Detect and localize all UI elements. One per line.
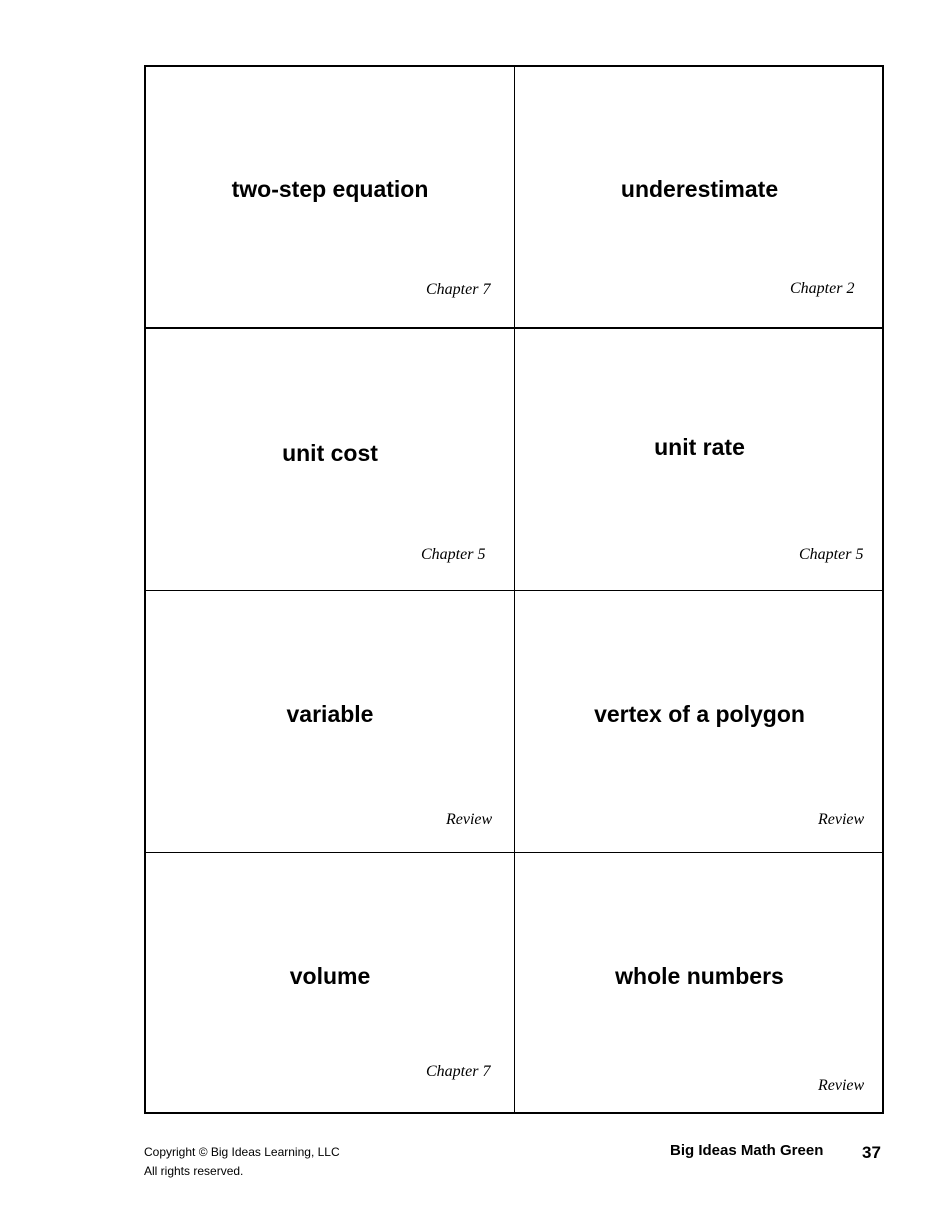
book-title: Big Ideas Math Green: [670, 1142, 824, 1159]
flashcard: [146, 67, 514, 327]
flashcard: [515, 853, 884, 1113]
card-source: Chapter 7: [426, 1063, 491, 1080]
card-source: Chapter 5: [799, 546, 864, 563]
flashcard: [515, 329, 884, 590]
card-term: whole numbers: [615, 963, 784, 989]
card-term: underestimate: [620, 176, 779, 202]
flashcard: [146, 591, 514, 852]
card-term: unit rate: [654, 434, 745, 460]
copyright-text: Copyright © Big Ideas Learning, LLC: [144, 1145, 340, 1159]
card-source: Review: [818, 1077, 865, 1094]
flashcard: [515, 591, 884, 852]
card-term: unit cost: [282, 440, 378, 466]
card-source: Review: [818, 811, 865, 828]
card-term: two-step equation: [231, 176, 429, 202]
card-term: vertex of a polygon: [594, 701, 805, 727]
card-source: Review: [446, 811, 493, 828]
card-source: Chapter 2: [790, 280, 855, 297]
page-number: 37: [862, 1143, 881, 1162]
flashcard: [515, 67, 884, 327]
flashcard: [146, 329, 514, 590]
card-source: Chapter 7: [426, 281, 491, 298]
card-term: volume: [289, 963, 371, 989]
card-source: Chapter 5: [421, 546, 486, 563]
rights-text: All rights reserved.: [144, 1164, 244, 1178]
flashcard: [146, 853, 514, 1113]
card-term: variable: [286, 701, 374, 727]
